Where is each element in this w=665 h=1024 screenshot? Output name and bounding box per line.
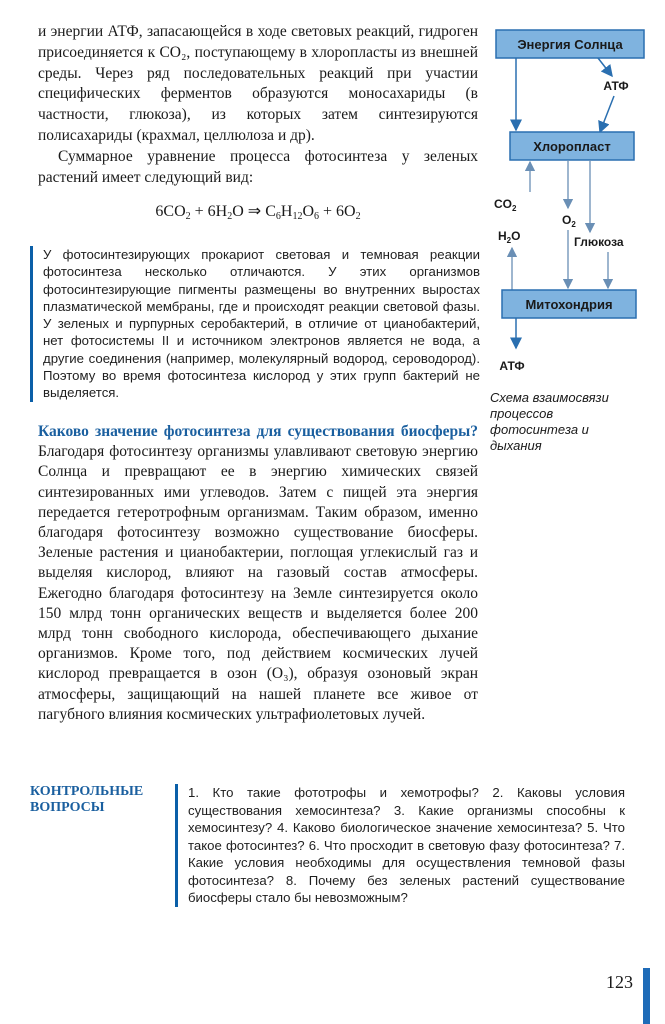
prokaryote-sidebar — [30, 246, 480, 402]
eq-part: O — [302, 203, 314, 221]
paragraph-1: и энергии АТФ, запасающейся в ходе световых реакций, гидроген присоединяется к CO₂, поступающему в хлоропласты из внешней среды. Через ряд последовательных реакций при участии специфических ферментов образуются моносахариды (в частности, глюкоза), из которых затем синтезируются полисахариды (крахмал, целлюлоза и др). — [38, 23, 478, 144]
section-body: Благодаря фотосинтезу организмы улавливают световую энергию Солнца и превращают ее в энергию химических связей синтезированных ими углеводов. Затем с пищей эта энергия передается гетеротрофным организмам. Таким образом, именно благодаря фотосинтезу возможно существование биосферы. Зеленые растения и цианобактерии, поглощая углекислый газ и выделяя кислород, влияют на газовый состав атмосферы. Ежегодно благодаря фотосинтезу на Земле синтезируется около 150 млрд тонн органических веществ и выделяется более 200 млрд тонн свободного кислорода, обеспечивающего дыхание организмов. Кроме того, под действием космических лучей кислород превращается в озон (O₃), образуя озоновый экран атмосферы, защищающий на нашей планете все живое от пагубного влияния космических ультрафиолетовых лучей. — [38, 443, 478, 723]
mitochondria-label: Митохондрия — [525, 297, 613, 312]
control-questions-title: КОНТРОЛЬНЫЕ ВОПРОСЫ — [30, 784, 144, 815]
eq-part: 6CO — [155, 203, 186, 221]
biosphere-section — [38, 422, 478, 725]
eq-part: O ⇒ C — [232, 203, 276, 221]
eq-part: + 6O — [319, 203, 356, 221]
co2-label: $CO_2$ — [494, 197, 517, 213]
paragraph-2: Суммарное уравнение процесса фотосинтеза у зеленых растений имеет следующий вид: — [38, 147, 478, 186]
photosynthesis-equation — [38, 202, 478, 228]
glucose-label: Глюкоза — [574, 235, 624, 249]
arrow-sun-to-atp — [598, 58, 612, 76]
control-questions-text: 1. Кто такие фототрофы и хемотрофы? 2. Каковы условия существования хемосинтеза? 3. Какие организмы способны к хемосинтезу? 4. Каково биологическое значение хемосинтеза? 5. Что такое фотосинтез? 6. Что просходит в световую фазу фотосинтеза? 7. Какие условия необходимы для осуществления темновой фазы фотосинтеза? 8. Почему без зеленых растений существование биосферы стало бы невозможным? — [175, 784, 625, 907]
eq-sub: 6 — [275, 211, 281, 223]
eq-part: H — [280, 203, 293, 221]
o2-label: $O_2$ — [562, 213, 576, 229]
chloroplast-label: Хлоропласт — [533, 139, 611, 154]
eq-sub: 2 — [227, 211, 233, 223]
atp-bottom-label: АТФ — [499, 359, 525, 373]
h2o-label: $H_2O$ — [498, 229, 521, 245]
eq-part: + 6H — [190, 203, 228, 221]
eq-sub: 12 — [292, 211, 303, 223]
page-edge-bar — [643, 968, 650, 1024]
eq-sub: 2 — [185, 211, 191, 223]
arrow-atp-to-chloroplast — [600, 96, 614, 132]
diagram-caption: Схема взаимосвязи процессов фотосинтеза и дыхания — [490, 390, 609, 453]
atp-top-label: АТФ — [603, 79, 629, 93]
main-text — [38, 22, 478, 238]
eq-sub: 6 — [314, 211, 319, 223]
section-heading: Каково значение фотосинтеза для существования биосферы? — [38, 423, 478, 440]
page-number: 123 — [606, 972, 633, 992]
sun-energy-label: Энергия Солнца — [517, 37, 623, 52]
sidebar-text: У фотосинтезирующих прокариот световая и темновая реакции фотосинтеза несколько отличаются. У этих организмов фотосинтезирующие пигменты размещены во внутренних выростах плазматической мембраны, где и происходят реакции световой фазы. У зеленых и пурпурных серобактерий, в отличие от цианобактерий, нет фотосистемы II и источником электронов является не вода, а другие соединения (например, молекулярный водород, сероводород). Поэтому во время фотосинтеза кислород у этих групп бактерий не выделяется. — [43, 247, 480, 401]
eq-sub: 2 — [355, 211, 361, 223]
